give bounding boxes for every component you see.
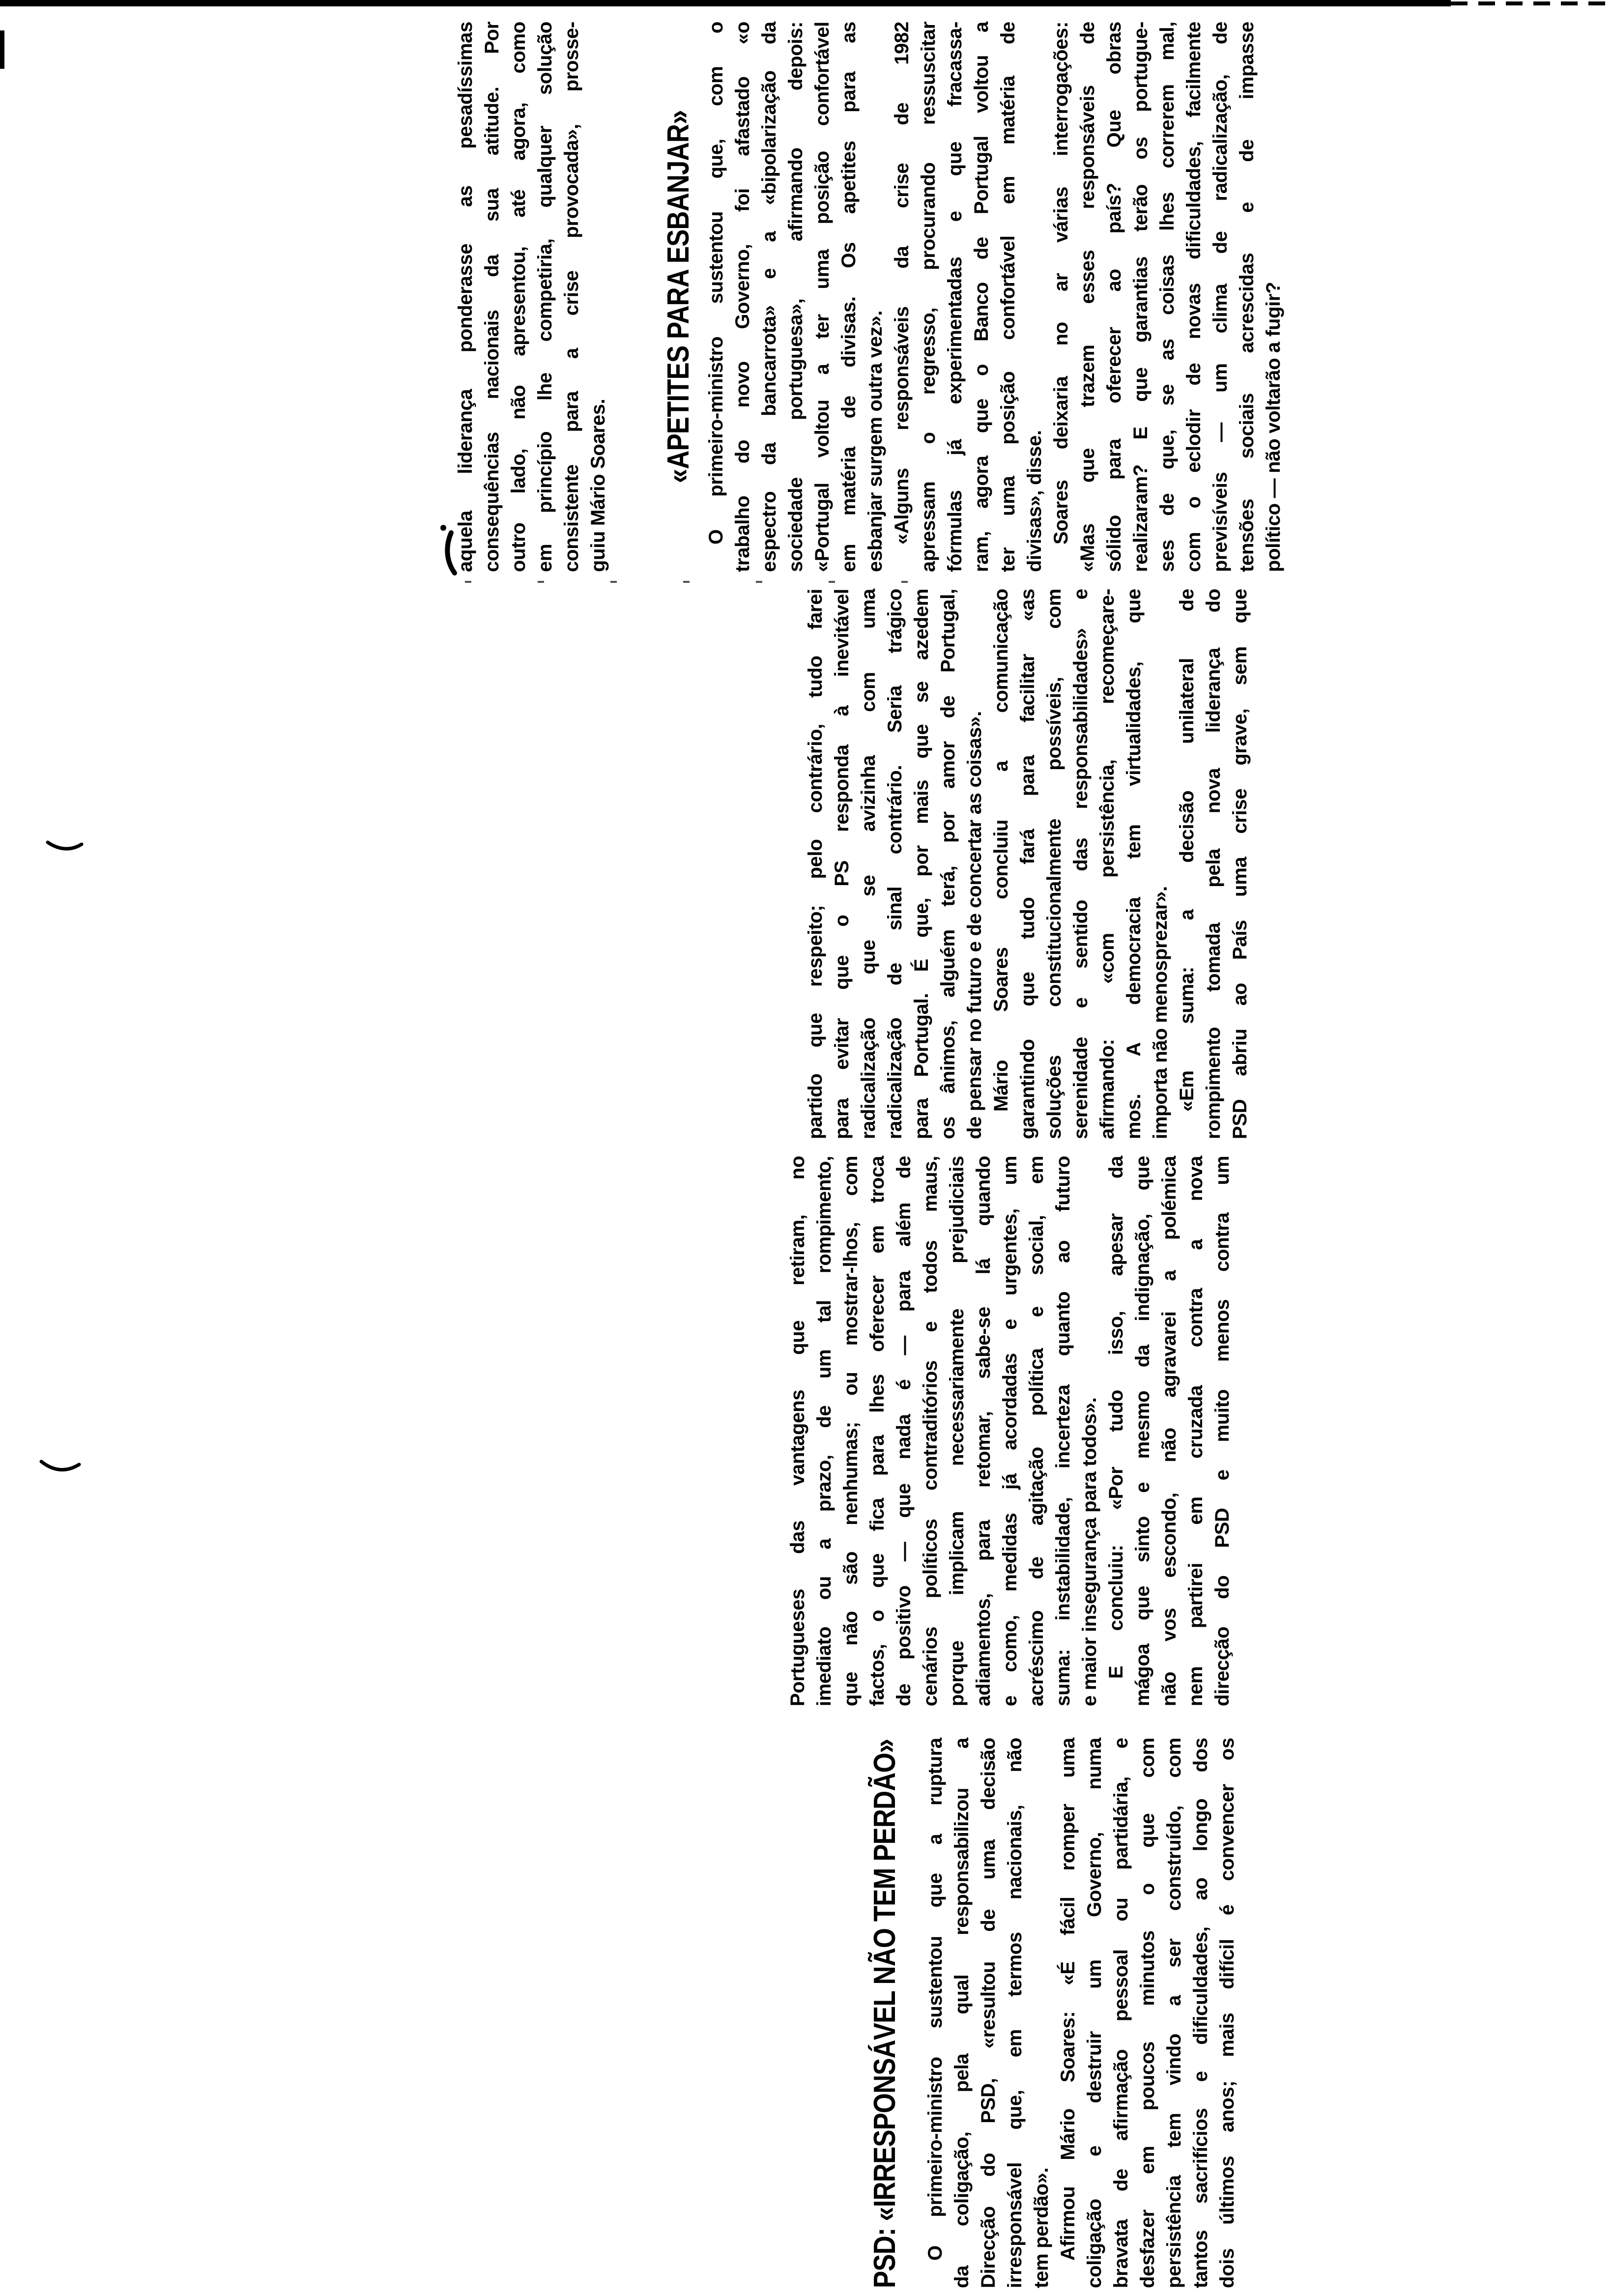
text-line: Soares deixaria no ar várias interrogações: xyxy=(1050,22,1072,545)
text-line: soluções constitucionalmente possíveis, com xyxy=(1043,589,1065,1139)
text-line: apressam o regresso, procurando ressuscitar xyxy=(918,22,939,572)
text-line: ses de que, se as coisas lhes correrem mal, xyxy=(1156,22,1178,572)
pen-mark-arc-lower xyxy=(41,1462,79,1470)
text-line: importa não menosprezar». xyxy=(1150,886,1171,1139)
text-line: serenidade e sentido das responsabilidades» e xyxy=(1070,589,1092,1139)
text-line: realizaram? E que garantias terão os portugue- xyxy=(1130,22,1151,572)
text-line: ter uma posição confortável em matéria de xyxy=(997,22,1019,572)
text-line: consequências nacionais da sua atitude. Por xyxy=(481,22,503,572)
text-line: que não são nenhumas; ou mostrar-lhos, com xyxy=(840,1156,862,1706)
text-line: afirmando: «com persistência, recomeçare- xyxy=(1096,589,1118,1139)
text-line: previsíveis — um clima de radicalização, de xyxy=(1209,22,1231,572)
text-line: com o eclodir de novas dificuldades, facilmente xyxy=(1183,22,1205,572)
text-line: tantos sacrifícios e dificuldades, ao longo dos xyxy=(1190,1738,1211,2288)
text-line: aquela liderança ponderasse as pesadíssimas xyxy=(455,22,476,572)
text-line: mos. A democracia tem virtualidades, que xyxy=(1123,589,1145,1139)
text-line: radicalização que se avizinha com uma xyxy=(858,589,879,1139)
text-line: direcção do PSD e muito menos contra um xyxy=(1211,1156,1233,1706)
text-line: desfazer em poucos minutos o que com xyxy=(1137,1738,1158,2288)
text-line: ram, agora que o Banco de Portugal voltou a xyxy=(971,22,992,572)
pen-mark-hook xyxy=(447,533,455,573)
text-line: O primeiro-ministro sustentou que a ruptura xyxy=(924,1738,946,2261)
text-line: factos, o que fica para lhes oferecer em troca xyxy=(866,1156,888,1706)
text-line: coligação e destruir um Governo, numa xyxy=(1084,1738,1105,2288)
text-line: Afirmou Mário Soares: «É fácil romper uma xyxy=(1057,1738,1079,2261)
text-line: dois últimos anos; mais difícil é convencer os xyxy=(1216,1738,1238,2288)
text-line: Portugueses das vantagens que retiram, no xyxy=(787,1156,808,1706)
text-line: fórmulas já experimentadas e que fracassa- xyxy=(944,22,966,572)
text-line: bravata de afirmação pessoal ou partidária, e xyxy=(1110,1738,1132,2288)
text-line: outro lado, não apresentou, até agora, como xyxy=(508,22,529,572)
text-line: PSD abriu ao País uma crise grave, sem que xyxy=(1229,589,1251,1139)
text-line: guiu Mário Soares. xyxy=(587,399,609,572)
text-line: para Portugal. É que, por mais que se azedem xyxy=(911,589,932,1139)
text-line: em princípio lhe competiria, qualquer solução xyxy=(534,22,556,572)
text-line: da coligação, pela qual responsabilizou a xyxy=(951,1738,973,2288)
text-line: os ânimos, alguém terá, por amor de Portugal, xyxy=(937,589,959,1139)
text-line: tem perdão». xyxy=(1031,2167,1052,2288)
text-line: adiamentos, para retomar, sabe-se lá quando xyxy=(973,1156,994,1706)
text-line: cenários políticos contraditórios e todos maus, xyxy=(920,1156,941,1706)
text-line: e como, medidas já acordadas e urgentes, um xyxy=(999,1156,1021,1706)
text-line: acréscimo de agitação política e social, em xyxy=(1026,1156,1047,1706)
text-line: sólido para oferecer ao país? Que obras xyxy=(1103,22,1125,572)
text-line: «Mas que trazem esses responsáveis de xyxy=(1077,22,1098,572)
text-line: nem partirei em cruzada contra a nova xyxy=(1185,1156,1207,1706)
text-line: trabalho do novo Governo, foi afastado «o xyxy=(732,22,753,572)
text-line: Direcção do PSD, «resultou de uma decisão xyxy=(978,1738,999,2288)
text-line: E concluiu: «Por tudo isso, apesar da xyxy=(1105,1156,1127,1679)
text-line: mágoa que sinto e mesmo da indignação, que xyxy=(1132,1156,1153,1706)
text-line: «Portugal voltou a ter uma posição confortável xyxy=(811,22,833,572)
pen-mark-dot xyxy=(440,525,446,531)
text-line: político — não voltarão a fugir? xyxy=(1263,282,1284,572)
text-line: sociedade portuguesa», afirmando depois: xyxy=(785,22,806,572)
text-line: divisas», disse. xyxy=(1024,430,1045,572)
text-line: persistência tem vindo a ser construído, com xyxy=(1163,1738,1185,2288)
text-line: consistente para a crise provocada», prosse- xyxy=(561,22,582,572)
text-line: «Alguns responsáveis da crise de 1982 xyxy=(891,22,913,545)
text-line: suma: instabilidade, incerteza quanto ao futuro xyxy=(1052,1156,1074,1706)
text-line: imediato ou a prazo, de um tal rompimento, xyxy=(813,1156,835,1706)
text-line: rompimento tomada pela nova liderança do xyxy=(1203,589,1224,1139)
text-line: não vos escondo, não agravarei a polémica xyxy=(1158,1156,1180,1706)
text-line: para evitar que o PS responda à inevitável xyxy=(831,589,853,1139)
psd-headline-text: PSD: «IRRESPONSÁVEL NÃO TEM PERDÃO» xyxy=(868,1739,902,2288)
text-line: garantindo que tudo fará para facilitar «as xyxy=(1017,589,1038,1139)
text-line: esbanjar surgem outra vez». xyxy=(864,310,886,572)
text-line: Mário Soares concluiu a comunicação xyxy=(990,589,1012,1112)
apetites-headline-text: «APETITES PARA ESBANJAR» xyxy=(662,110,695,484)
text-line: porque implicam necessariamente prejudiciais xyxy=(946,1156,968,1706)
text-line: O primeiro-ministro sustentou que, com o xyxy=(705,22,727,545)
pen-mark-arc-upper xyxy=(48,842,82,849)
text-line: de pensar no futuro e de concertar as coisas». xyxy=(964,711,985,1139)
text-line: radicalização de sinal contrário. Seria trágico xyxy=(884,589,906,1139)
text-line: espectro da bancarrota» e a «bipolarização da xyxy=(758,22,780,572)
text-line: irresponsável que, em termos nacionais, não xyxy=(1004,1738,1026,2288)
text-line: «Em suma: a decisão unilateral de xyxy=(1176,589,1198,1112)
text-line: de positivo — que nada é — para além de xyxy=(893,1156,915,1706)
text-line: tensões sociais acrescidas e de impasse xyxy=(1236,22,1258,572)
text-line: e maior insegurança para todos». xyxy=(1079,1397,1100,1706)
text-line: partido que respeito; pelo contrário, tudo farei xyxy=(805,589,826,1139)
text-line: em matéria de divisas. Os apetites para as xyxy=(838,22,860,572)
